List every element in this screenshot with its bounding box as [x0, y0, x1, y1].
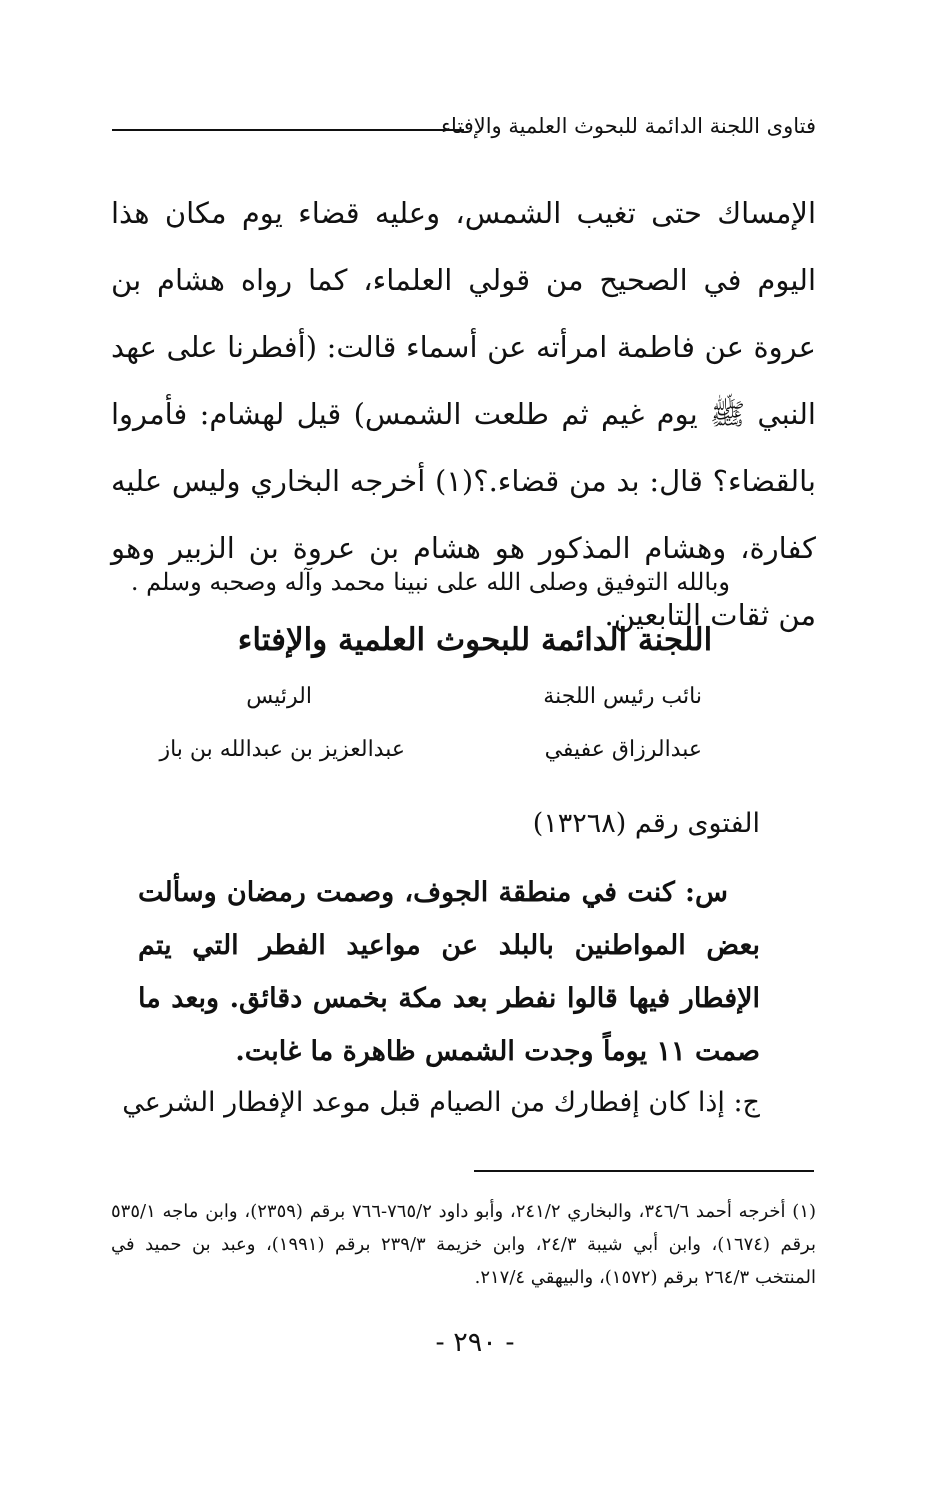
committee-title: اللجنة الدائمة للبحوث العلمية والإفتاء: [237, 622, 713, 658]
chair-label: الرئيس: [246, 684, 312, 709]
closing-prayer: وبالله التوفيق وصلى الله على نبينا محمد وآله وصحبه وسلم .: [130, 568, 730, 596]
vice-chair-label: نائب رئيس اللجنة: [543, 684, 702, 709]
chair-name: عبدالعزيز بن عبدالله بن باز: [159, 737, 405, 762]
header-rule: [112, 129, 464, 131]
fatwa-number: الفتوى رقم (١٣٢٦٨): [532, 808, 760, 839]
vice-chair-name: عبدالرزاق عفيفي: [544, 737, 702, 762]
question-block: [138, 866, 760, 1078]
question-text: س: كنت في منطقة الجوف، وصمت رمضان وسألت بعض المواطنين بالبلد عن مواعيد الفطر التي يتم الإفطار فيها قالوا نفطر بعد مكة بخمس دقائق. وبعد ما صمت ١١ يوماً وجدت الشمس ظاهرة ما غابت.: [138, 877, 760, 1067]
page-number: - ٢٩٠ -: [435, 1327, 515, 1358]
footnote: (١) أخرجه أحمد ٣٤٦/٦، والبخاري ٢٤١/٢، وأبو داود ٧٦٥/٢-٧٦٦ برقم (٢٣٥٩)، وابن ماجه ٥٣٥/١ برقم (١٦٧٤)، وابن أبي شيبة ٢٤/٣، وابن خزيمة ٢٣٩/٣ برقم (١٩٩١)، وعبد بن حميد في المنتخب ٢٦٤/٣ برقم (١٥٧٢)، والبيهقي ٢١٧/٤.: [111, 1201, 817, 1288]
footnote-rule: [474, 1170, 814, 1172]
answer-text: ج: إذا كان إفطارك من الصيام قبل موعد الإفطار الشرعي: [122, 1087, 760, 1118]
body-paragraph: الإمساك حتى تغيب الشمس، وعليه قضاء يوم مكان هذا اليوم في الصحيح من قولي العلماء، كما رواه هشام بن عروة عن فاطمة امرأته عن أسماء قالت: (أفطرنا على عهد النبي ﷺ يوم غيم ثم طلعت الشمس) قيل لهشام: فأمروا بالقضاء؟ قال: بد من قضاء.؟(١) أخرجه البخاري وليس عليه كفارة، وهشام المذكور هو هشام بن عروة بن الزبير وهو من ثقات التابعين.: [111, 196, 816, 632]
running-header: فتاوى اللجنة الدائمة للبحوث العلمية والإفتاء: [441, 114, 816, 138]
